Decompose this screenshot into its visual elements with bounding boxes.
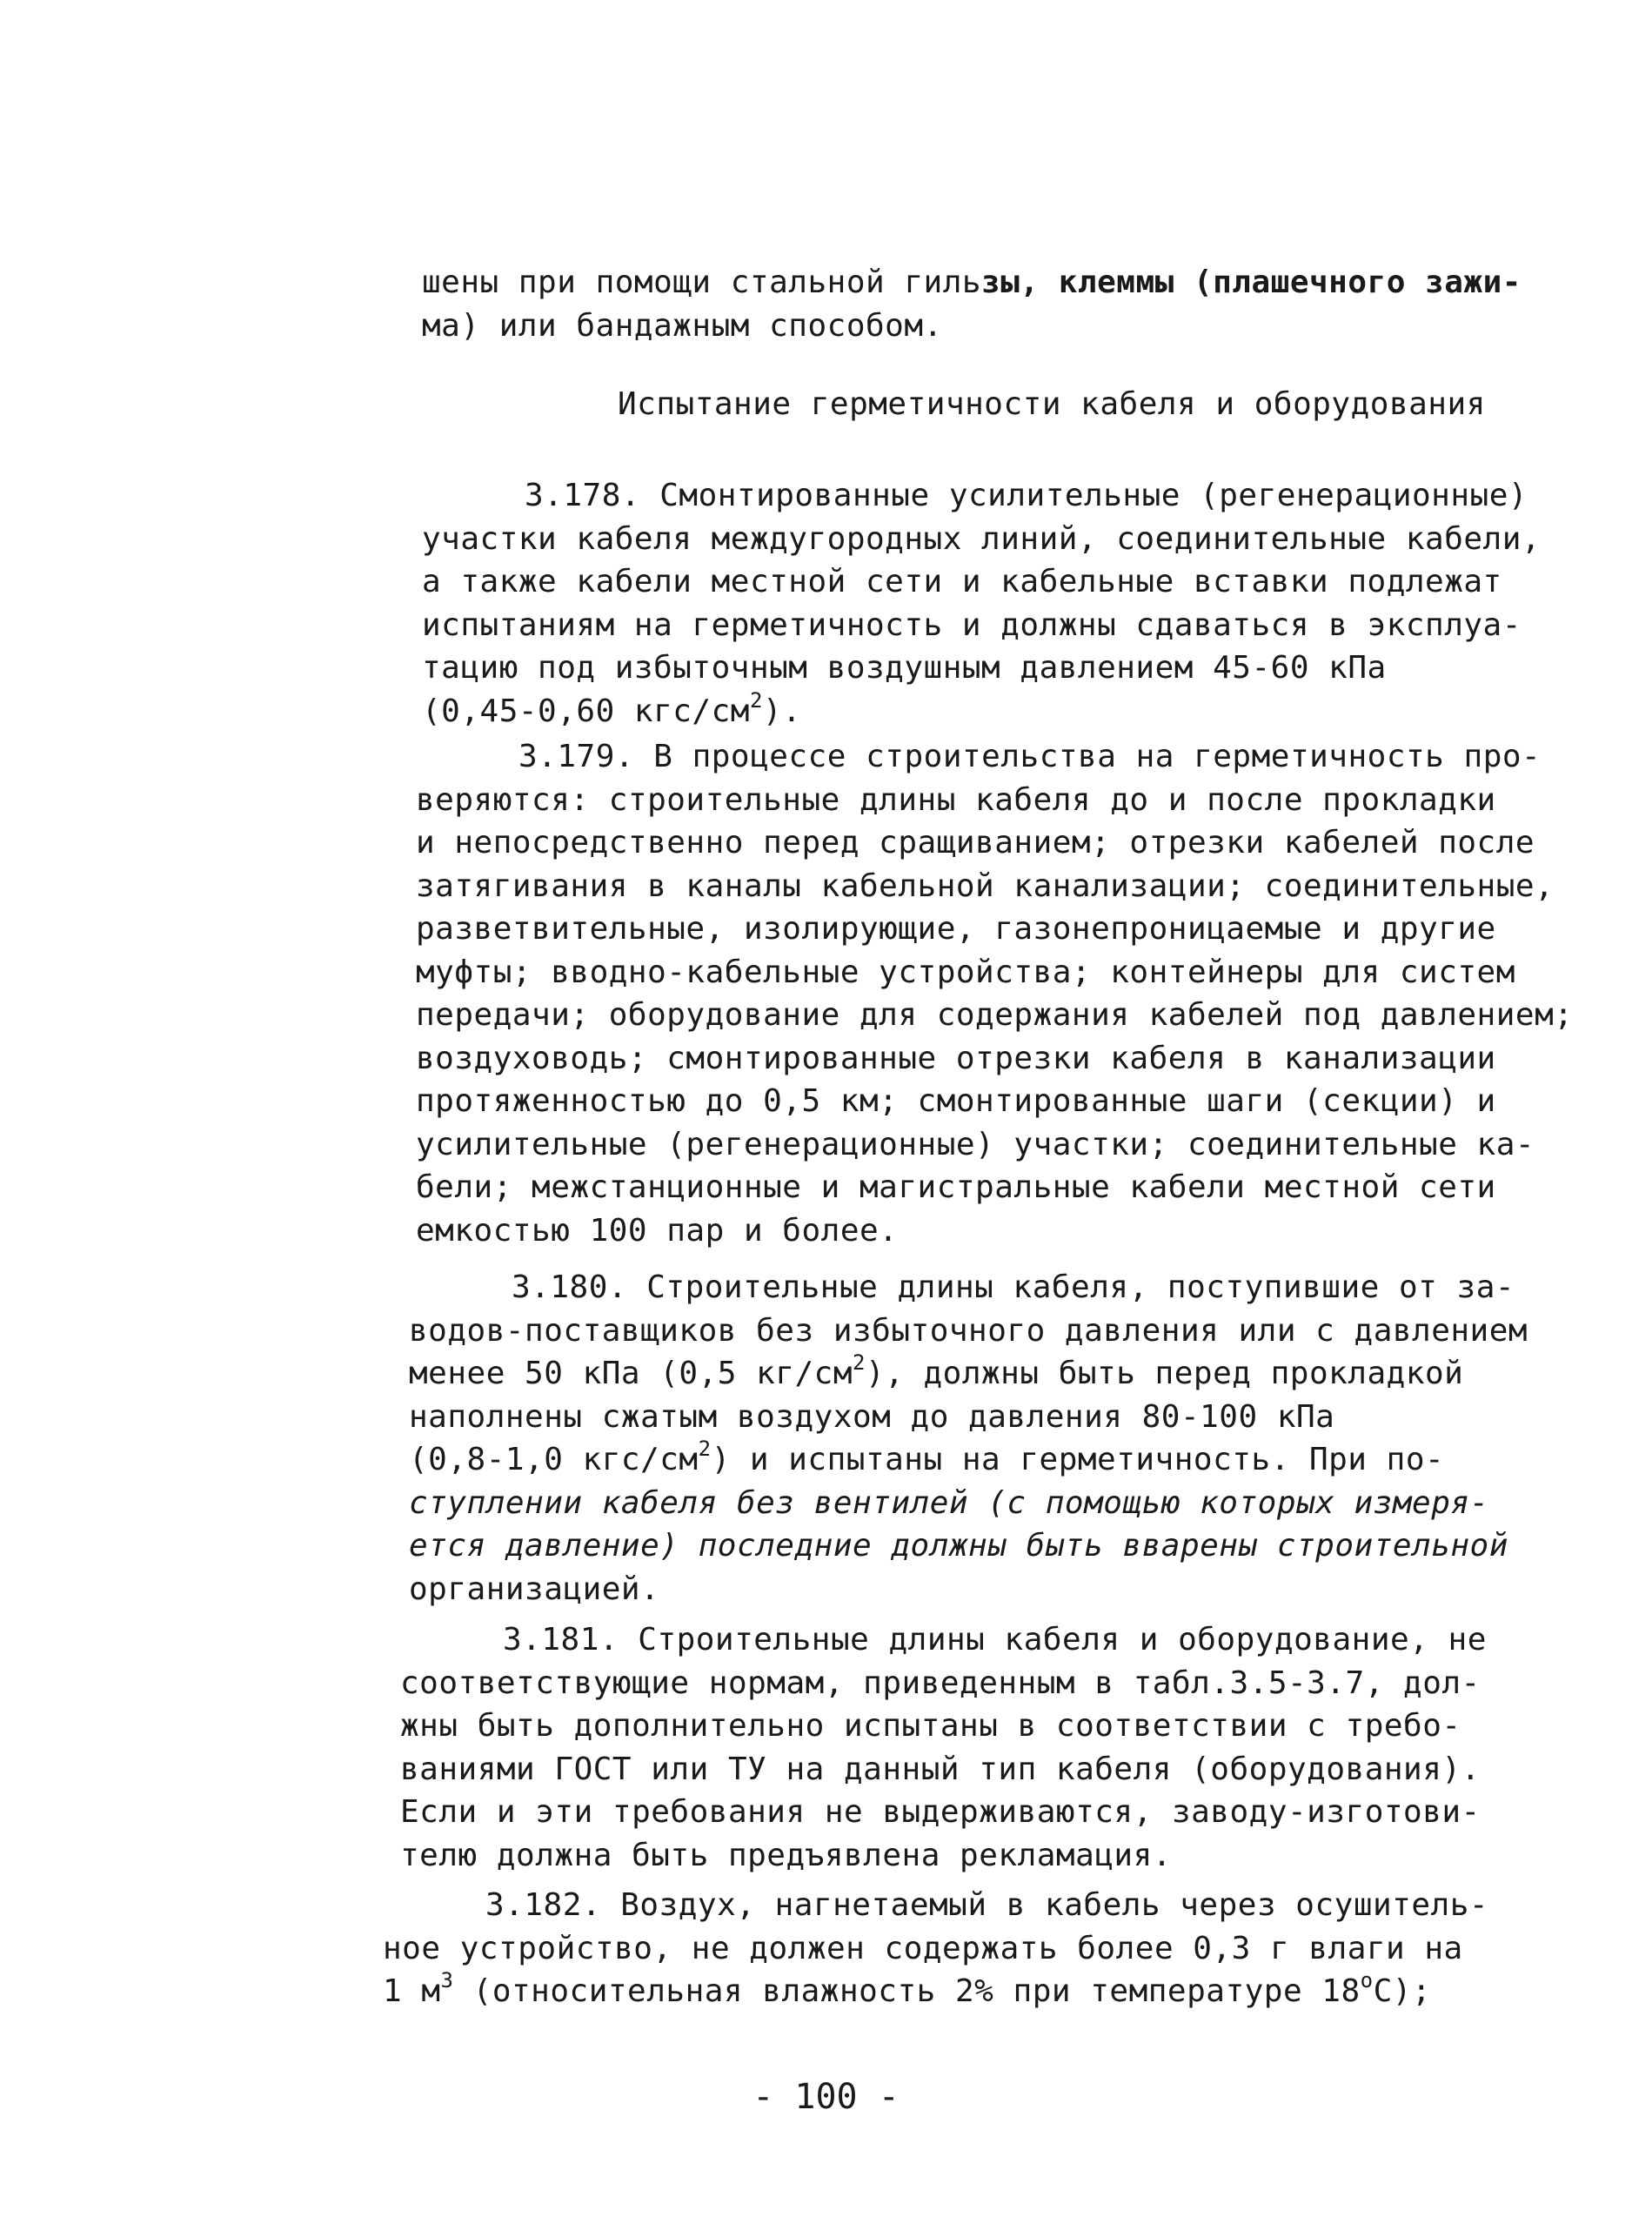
text-fragment: (0,8-1,0 кгс/см — [409, 1442, 699, 1477]
text-line: затягивания в каналы кабельной канализации; соединительные, — [416, 867, 1555, 904]
text-line: тацию под избыточным воздушным давлением 45-60 кПа — [422, 650, 1387, 686]
text-fragment: 1 м — [383, 1973, 441, 2009]
text-line: ется давление) последние должны быть вварены строительной — [409, 1528, 1508, 1564]
intro-paragraph — [422, 261, 1631, 347]
text-line — [383, 1970, 1592, 2013]
text-line: водов-поставщиков без избыточного давления или с давлением — [409, 1312, 1528, 1349]
text-line: разветвительные, изолирующие, газонепроницаемые и другие — [416, 911, 1496, 947]
paragraph-3-178 — [422, 474, 1631, 733]
paragraph-3-179 — [416, 735, 1625, 1252]
text-fragment: ), должны быть перед прокладкой — [865, 1356, 1464, 1391]
superscript: o — [1360, 1968, 1374, 1993]
paragraph-3-180 — [409, 1266, 1618, 1611]
text-fragment: (относительная влажность 2% при температуре 18 — [453, 1973, 1361, 2009]
text-fragment: менее 50 кПа (0,5 кг/см — [409, 1356, 853, 1391]
text-line: наполнены сжатым воздухом до давления 80-100 кПа — [409, 1398, 1335, 1435]
superscript: 2 — [698, 1437, 712, 1461]
text-line: ваниями ГОСТ или ТУ на данный тип кабеля (оборудования). — [400, 1751, 1481, 1787]
text-line: воздуховодь; смонтированные отрезки кабеля в канализации — [416, 1040, 1496, 1076]
text-line: и непосредственно перед сращиванием; отрезки кабелей после — [416, 825, 1535, 861]
text-line: веряются: строительные длины кабеля до и после прокладки — [416, 781, 1496, 818]
superscript: 2 — [749, 687, 763, 713]
text-fragment: (0,45-0,60 кгс/см — [422, 693, 750, 729]
text-line: 3.179. В процессе строительства на герметичность про- — [518, 739, 1542, 774]
text-fragment: С); — [1373, 1973, 1432, 2009]
text-line: бели; межстанционные и магистральные кабели местной сети — [416, 1169, 1496, 1205]
text-line: 3.180. Строительные длины кабеля, поступившие от за- — [512, 1269, 1515, 1305]
paragraph-3-182 — [383, 1884, 1592, 2013]
text-line: 3.182. Воздух, нагнетаемый в кабель через осушитель- — [485, 1887, 1489, 1923]
text-line: усилительные (регенерационные) участки; соединительные ка- — [416, 1126, 1535, 1162]
text-line: ма) или бандажным способом. — [422, 307, 943, 344]
text-line: муфты; вводно-кабельные устройства; контейнеры для систем — [416, 954, 1515, 990]
text-fragment: ). — [762, 693, 802, 729]
text-line: ступлении кабеля без вентилей (с помощью которых измеря- — [409, 1484, 1489, 1521]
text-line: участки кабеля междугородных линий, соединительные кабели, — [422, 520, 1542, 557]
text-line — [409, 1438, 1618, 1482]
superscript: 2 — [853, 1350, 866, 1375]
page-number: - 100 - — [752, 2077, 900, 2117]
text-line: Если и эти требования не выдерживаются, заводу-изготови- — [400, 1794, 1481, 1830]
text-line — [422, 261, 1631, 305]
text-line: 3.178. Смонтированные усилительные (регенерационные) — [525, 478, 1528, 513]
text-line: емкостью 100 пар и более. — [416, 1212, 899, 1249]
text-fragment: шены при помощи стальной гиль — [422, 265, 982, 300]
text-fragment-bold: зы, клеммы (плашечного зажи- — [981, 265, 1522, 300]
text-line: испытаниям на герметичность и должны сдаваться в эксплуа- — [422, 606, 1522, 643]
text-line: 3.181. Строительные длины кабеля и оборудование, не — [503, 1622, 1487, 1658]
text-line: ное устройство, не должен содержать более 0,3 г влаги на — [383, 1930, 1463, 1966]
text-line — [422, 687, 1631, 733]
text-line: организацией. — [409, 1571, 660, 1607]
text-fragment: ) и испытаны на герметичность. При по- — [711, 1442, 1445, 1477]
text-line: жны быть дополнительно испытаны в соответствии с требо- — [400, 1708, 1461, 1744]
text-line: телю должна быть предъявлена рекламация. — [400, 1837, 1172, 1873]
text-line: протяженностью до 0,5 км; смонтированные шаги (секции) и — [416, 1083, 1496, 1119]
text-line: соответствующие нормам, приведенным в табл.3.5-3.7, дол- — [400, 1664, 1481, 1701]
text-line: а также кабели местной сети и кабельные вставки подлежат — [422, 564, 1502, 599]
text-line — [409, 1352, 1618, 1396]
superscript: 3 — [440, 1968, 454, 1993]
text-line: передачи; оборудование для содержания кабелей под давлением; — [416, 997, 1574, 1033]
paragraph-3-181 — [400, 1618, 1609, 1877]
section-heading: Испытание герметичности кабеля и оборудования — [618, 386, 1486, 422]
